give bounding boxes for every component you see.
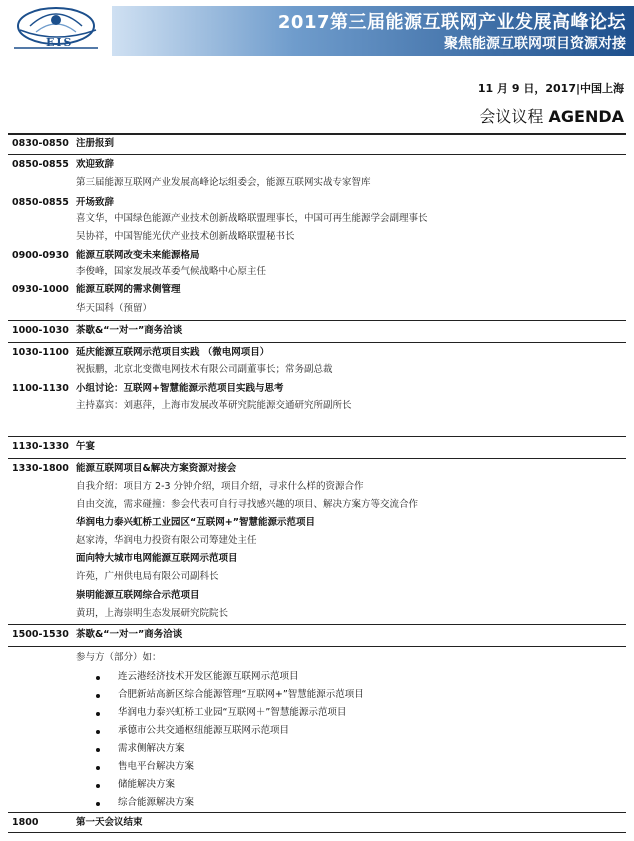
participant-item: 储能解决方案 [118, 779, 176, 790]
session-title: 延庆能源互联网示范项目实践 （微电网项目） [76, 347, 270, 358]
session-speaker: 吴协祥，中国智能光伏产业技术创新战略联盟秘书长 [76, 231, 295, 242]
session-time: 0850-0855 [12, 159, 69, 170]
session-title: 茶歇&“一对一”商务洽谈 [76, 629, 183, 640]
agenda-heading [479, 104, 624, 127]
session-speaker: 华天国科（预留） [76, 303, 153, 314]
session-title: 开场致辞 [76, 197, 115, 208]
eis-logo [10, 4, 106, 56]
logo-text: EIS [46, 36, 74, 49]
session-time: 1000-1030 [12, 325, 69, 336]
session-speaker: 喜文华，中国绿色能源产业技术创新战略联盟理事长，中国可再生能源学会副理事长 [76, 213, 428, 224]
session-title: 能源互联网改变未来能源格局 [76, 250, 200, 261]
agenda-heading-en: AGENDA [548, 107, 624, 126]
participants-label: 参与方（部分）如： [76, 652, 162, 663]
divider [8, 154, 626, 155]
participant-item: 需求侧解决方案 [118, 743, 185, 754]
bullet-icon [96, 766, 100, 770]
session-speaker: 祝振鹏，北京北变微电网技术有限公司副董事长；常务副总裁 [76, 364, 333, 375]
session-title: 小组讨论：互联网+智慧能源示范项目实践与思考 [76, 383, 284, 394]
divider [8, 832, 626, 833]
session-time: 0930-1000 [12, 284, 69, 295]
divider [8, 624, 626, 625]
session-time: 1130-1330 [12, 441, 69, 452]
divider [8, 133, 626, 135]
participant-item: 连云港经济技术开发区能源互联网示范项目 [118, 671, 299, 682]
session-time: 1030-1100 [12, 347, 69, 358]
project-title: 崇明能源互联网综合示范项目 [76, 590, 200, 601]
session-detail: 自我介绍：项目方 2-3 分钟介绍，项目介绍，寻求什么样的资源合作 [76, 481, 364, 492]
session-title: 午宴 [76, 441, 96, 452]
session-title: 茶歇&“一对一”商务洽谈 [76, 325, 183, 336]
session-title: 能源互联网的需求侧管理 [76, 284, 181, 295]
bullet-icon [96, 676, 100, 680]
session-time: 0830-0850 [12, 138, 69, 149]
participant-item: 合肥新站高新区综合能源管理“互联网+”智慧能源示范项目 [118, 689, 364, 700]
project-speaker: 黄玥，上海崇明生态发展研究院院长 [76, 608, 229, 619]
project-title: 面向特大城市电网能源互联网示范项目 [76, 553, 238, 564]
title-banner [112, 6, 634, 56]
divider [8, 646, 626, 647]
agenda-heading-cn: 会议议程 [479, 107, 544, 126]
bullet-icon [96, 730, 100, 734]
bullet-icon [96, 712, 100, 716]
session-title: 能源互联网项目&解决方案资源对接会 [76, 463, 237, 474]
project-title: 华润电力泰兴虹桥工业园区“互联网+”智慧能源示范项目 [76, 517, 315, 528]
project-speaker: 赵家涛，华润电力投资有限公司筹建处主任 [76, 535, 257, 546]
project-speaker: 许苑，广州供电局有限公司副科长 [76, 571, 219, 582]
participant-item: 综合能源解决方案 [118, 797, 195, 808]
participant-item: 承德市公共交通枢纽能源互联网示范项目 [118, 725, 290, 736]
divider [8, 342, 626, 343]
bullet-icon [96, 802, 100, 806]
session-speaker: 主持嘉宾：刘惠萍，上海市发展改革研究院能源交通研究所副所长 [76, 400, 352, 411]
session-title: 注册报到 [76, 138, 115, 149]
session-title: 欢迎致辞 [76, 159, 115, 170]
divider [8, 812, 626, 813]
session-time: 0900-0930 [12, 250, 69, 261]
divider [8, 320, 626, 321]
bullet-icon [96, 748, 100, 752]
session-speaker: 第三届能源互联网产业发展高峰论坛组委会，能源互联网实战专家智库 [76, 177, 371, 188]
session-time: 1330-1800 [12, 463, 69, 474]
bullet-icon [96, 784, 100, 788]
session-time: 1500-1530 [12, 629, 69, 640]
divider [8, 458, 626, 459]
participant-item: 售电平台解决方案 [118, 761, 195, 772]
bullet-icon [96, 694, 100, 698]
conference-title: 2017第三届能源互联网产业发展高峰论坛 [277, 12, 626, 33]
session-time: 1100-1130 [12, 383, 69, 394]
date-location: 11 月 9 日，2017|中国上海 [477, 82, 624, 95]
session-title: 第一天会议结束 [76, 817, 143, 828]
conference-subtitle: 聚焦能源互联网项目资源对接 [444, 36, 626, 52]
divider [8, 436, 626, 437]
session-time: 1800 [12, 817, 39, 828]
session-speaker: 李俊峰，国家发展改革委气候战略中心原主任 [76, 266, 267, 277]
session-time: 0850-0855 [12, 197, 69, 208]
header [0, 0, 634, 62]
session-detail: 自由交流，需求碰撞：参会代表可自行寻找感兴趣的项目、解决方案方等交流合作 [76, 499, 419, 510]
participant-item: 华润电力泰兴虹桥工业园“互联网＋”智慧能源示范项目 [118, 707, 347, 718]
